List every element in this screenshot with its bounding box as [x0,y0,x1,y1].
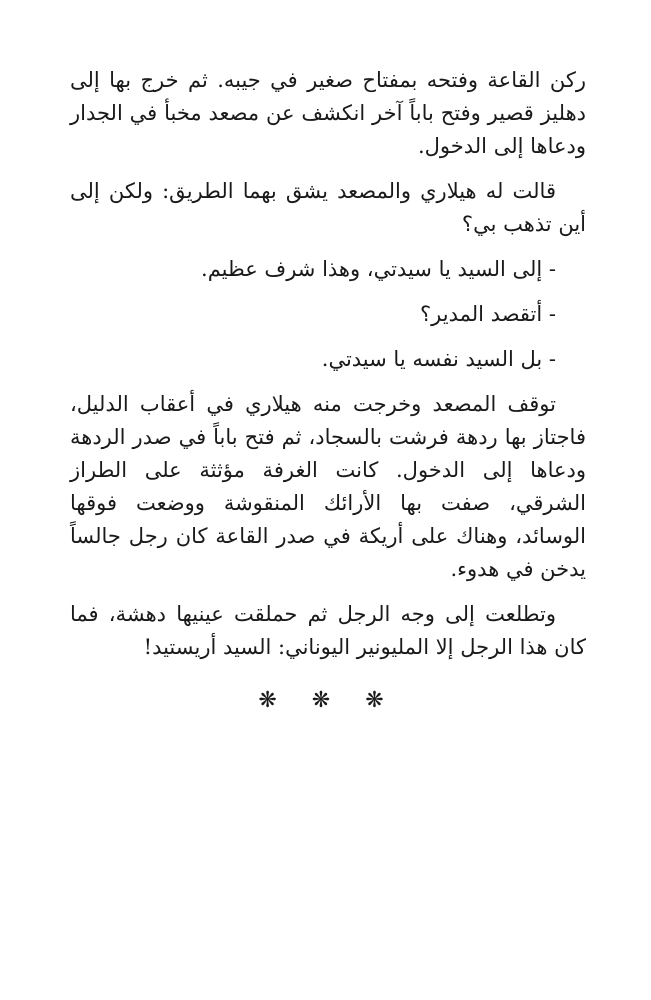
paragraph-room: توقف المصعد وخرجت منه هيلاري في أعقاب الدليل، فاجتاز بها ردهة فرشت بالسجاد، ثم فتح باباً في صدر الردهة ودعاها إلى الدخول. كانت الغرفة مؤثثة على الطراز الشرقي، صفت بها الأرائك المنقوشة ووضعت فوقها الوسائد، وهناك على أريكة في صدر القاعة كان رجل جالساً يدخن في هدوء. [70,392,586,581]
dialog-line-1: - إلى السيد يا سيدتي، وهذا شرف عظيم. [201,257,556,281]
section-separator: ❋ ❋ ❋ [258,688,398,713]
dialog-line-2: - أتقصد المدير؟ [420,302,556,326]
dialog-line-3: - بل السيد نفسه يا سيدتي. [321,347,556,371]
paragraph-elevator: ركن القاعة وفتحه بمفتاح صغير في جيبه. ثم خرج بها إلى دهليز قصير وفتح باباً آخر انكشف عن مصعد مخبأ في الجدار ودعاها إلى الدخول. [70,68,586,158]
paragraph-reveal: وتطلعت إلى وجه الرجل ثم حملقت عينيها دهشة، فما كان هذا الرجل إلا المليونير اليوناني: السيد أريستيد! [70,602,586,659]
paragraph-question: قالت له هيلاري والمصعد يشق بهما الطريق: ولكن إلى أين تذهب بي؟ [70,179,586,236]
book-page [70,64,586,717]
